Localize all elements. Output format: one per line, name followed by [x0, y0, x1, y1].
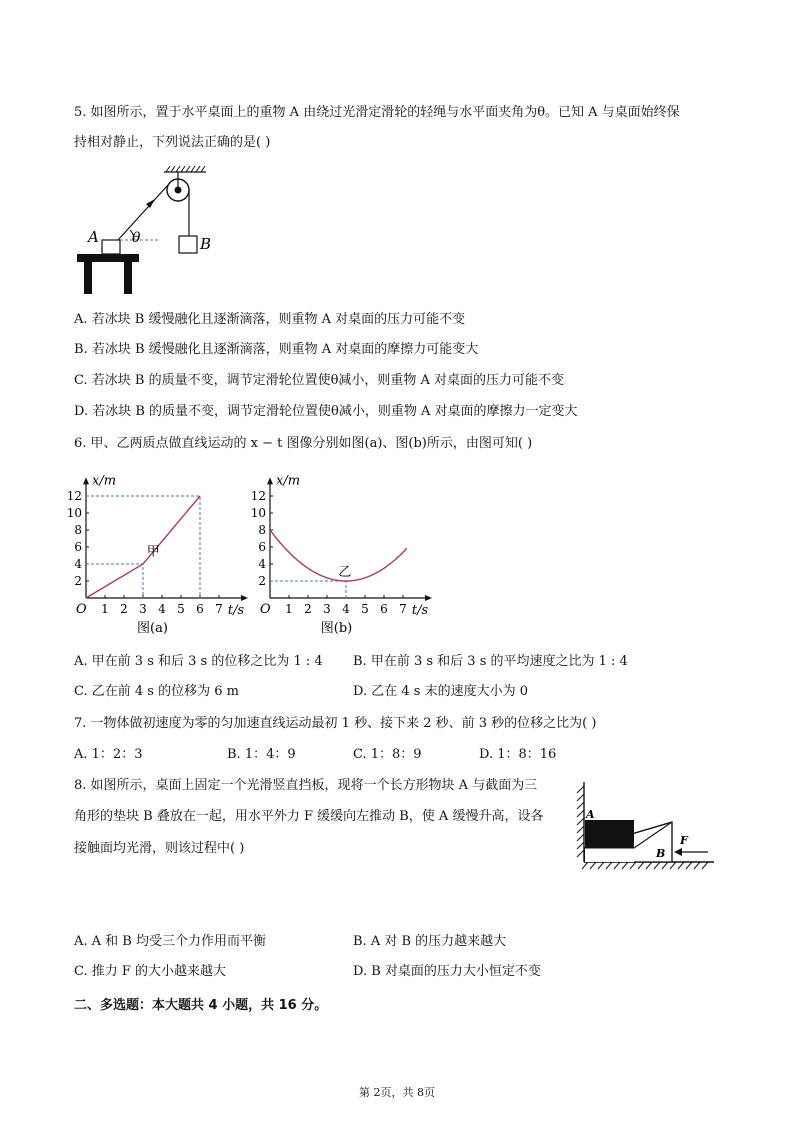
x-tick-label: 3 — [323, 602, 331, 616]
q6-option-a: A. 甲在前 3 s 和后 3 s 的位移之比为 1 : 4 — [74, 654, 323, 669]
x-tick-label: 5 — [177, 602, 185, 616]
x-tick-label: 7 — [215, 602, 223, 616]
x-tick-label: 6 — [196, 602, 204, 616]
q5-option-d: D. 若冰块 B 的质量不变，调节定滑轮位置使θ减小，则重物 A 对桌面的摩擦力一定变大 — [74, 404, 578, 419]
y-tick-label: 6 — [74, 540, 82, 554]
x-tick-label: 1 — [101, 602, 109, 616]
q6-option-d: D. 乙在 4 s 末的速度大小为 0 — [353, 684, 528, 699]
q5-option-c: C. 若冰块 B 的质量不变，调节定滑轮位置使θ减小，则重物 A 对桌面的压力可能不变 — [74, 373, 565, 388]
q8-figure — [572, 778, 722, 874]
section-heading: 二、多选题：本大题共 4 小题，共 16 分。 — [74, 998, 328, 1013]
x-axis-label: t/s — [227, 603, 245, 618]
q7-option-a: A. 1：2：3 — [74, 747, 143, 762]
chart-a — [66, 460, 255, 640]
y-tick-label: 2 — [258, 574, 266, 588]
q7-option-b: B. 1：4：9 — [227, 747, 296, 762]
x-tick-label: 2 — [304, 602, 312, 616]
curve-label: 甲 — [146, 544, 160, 560]
y-tick-label: 8 — [74, 523, 82, 537]
q7-option-d: D. 1：8：16 — [479, 747, 557, 762]
q8-stem-line2: 角形的垫块 B 叠放在一起，用水平外力 F 缓缓向左推动 B，使 A 缓慢升高，设各 — [74, 809, 544, 824]
x-axis-arrow — [241, 595, 248, 601]
x-tick-label: 3 — [139, 602, 147, 616]
x-tick-label: 7 — [399, 602, 407, 616]
chart-b — [250, 460, 439, 640]
q6-option-c: C. 乙在前 4 s 的位移为 6 m — [74, 684, 239, 699]
q8-option-d: D. B 对桌面的压力大小恒定不变 — [353, 964, 541, 979]
y-tick-label: 4 — [74, 557, 82, 571]
q6-stem: 6. 甲、乙两质点做直线运动的 x − t 图像分别如图(a)、图(b)所示，由图可知( ) — [74, 436, 533, 451]
x-tick-label: 1 — [285, 602, 293, 616]
chart-caption: 图(b) — [320, 621, 353, 636]
q8-stem-line1: 8. 如图所示，桌面上固定一个光滑竖直挡板，现将一个长方形物块 A 与截面为三 — [74, 778, 538, 793]
x-axis-label: t/s — [411, 603, 429, 618]
y-tick-label: 6 — [258, 540, 266, 554]
x-tick-label: 4 — [342, 602, 350, 616]
q5-stem-line1: 5. 如图所示，置于水平桌面上的重物 A 由绕过光滑定滑轮的轻绳与水平面夹角为θ。已知 A 与桌面始终保 — [74, 105, 680, 120]
y-axis-arrow — [83, 477, 89, 484]
q7-option-c: C. 1：8：9 — [353, 747, 422, 762]
q8-option-a: A. A 和 B 均受三个力作用而平衡 — [74, 934, 266, 949]
x-tick-label: 5 — [361, 602, 369, 616]
x-axis-arrow — [425, 595, 432, 601]
y-tick-label: 2 — [74, 574, 82, 588]
block-b — [179, 236, 197, 253]
y-tick-label: 12 — [250, 489, 266, 503]
x-tick-label: 6 — [380, 602, 388, 616]
chart-caption: 图(a) — [137, 621, 168, 636]
curve-label: 乙 — [338, 564, 352, 580]
q8-option-b: B. A 对 B 的压力越来越大 — [353, 934, 507, 949]
q6-option-b: B. 甲在前 3 s 和后 3 s 的平均速度之比为 1 : 4 — [353, 654, 628, 669]
y-tick-label: 10 — [66, 506, 82, 520]
y-tick-label: 4 — [258, 557, 266, 571]
q8-option-c: C. 推力 F 的大小越来越大 — [74, 964, 227, 979]
y-tick-label: 12 — [66, 489, 82, 503]
q5-option-b: B. 若冰块 B 缓慢融化且逐渐滴落，则重物 A 对桌面的摩擦力可能变大 — [74, 342, 479, 357]
y-tick-label: 8 — [258, 523, 266, 537]
block-a — [102, 240, 120, 254]
page-footer: 第 2页，共 8页 — [359, 1086, 435, 1099]
q7-stem: 7. 一物体做初速度为零的匀加速直线运动最初 1 秒、接下来 2 秒、前 3 秒的位移之比为( ) — [74, 716, 597, 731]
label-theta: θ — [132, 230, 141, 246]
origin-label: O — [260, 602, 271, 617]
label-f: F — [680, 834, 688, 847]
q5-figure — [70, 162, 240, 300]
label-a: A — [88, 228, 99, 246]
label-a: A — [586, 808, 595, 821]
y-axis-label: x/m — [276, 473, 301, 489]
q8-stem-line3: 接触面均光滑，则该过程中( ) — [74, 841, 245, 856]
x-tick-label: 2 — [120, 602, 128, 616]
y-axis-label: x/m — [92, 473, 117, 489]
label-b: B — [200, 235, 212, 253]
y-tick-label: 10 — [250, 506, 266, 520]
y-axis-arrow — [267, 477, 273, 484]
label-b: B — [656, 847, 666, 860]
x-tick-label: 4 — [158, 602, 166, 616]
origin-label: O — [76, 602, 87, 617]
q5-stem-line2: 持相对静止，下列说法正确的是( ) — [74, 135, 271, 150]
q5-option-a: A. 若冰块 B 缓慢融化且逐渐滴落，则重物 A 对桌面的压力可能不变 — [74, 312, 466, 327]
